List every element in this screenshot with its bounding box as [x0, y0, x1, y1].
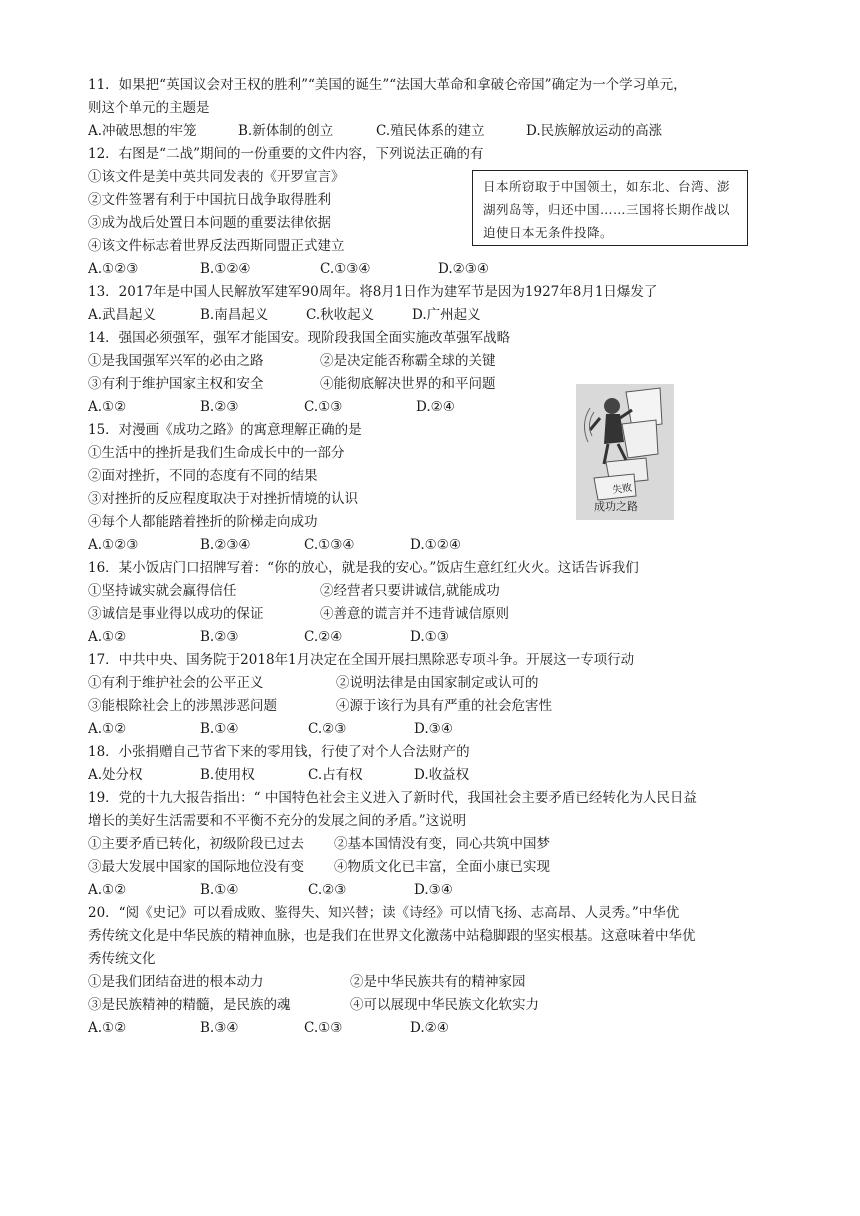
q20-statement-row-2	[88, 994, 788, 1017]
q19-option-b[interactable]: B.①④	[200, 882, 239, 898]
q16-statement-row-1	[88, 580, 788, 603]
q20-stem-line2: 秀传统文化是中华民族的精神血脉，也是我们在世界文化激荡中站稳脚跟的坚实根基。这意味着中华优	[88, 928, 696, 944]
q11-option-b[interactable]: B.新体制的创立	[238, 123, 334, 139]
q19-options	[88, 879, 788, 902]
q13-options	[88, 304, 788, 327]
q11-option-d[interactable]: D.民族解放运动的高涨	[526, 123, 663, 139]
q13-option-a[interactable]: A.武昌起义	[88, 307, 157, 323]
q14-statement-row-2	[88, 373, 788, 396]
q20-statement-4: ④可以展现中华民族文化软实力	[350, 997, 539, 1013]
q12-statement-2: ②文件签署有利于中国抗日战争取得胜利	[88, 192, 331, 208]
q15-option-c[interactable]: C.①③④	[304, 537, 355, 553]
q13-stem: 13．2017年是中国人民解放军建军90周年。将8月1日作为建军节是因为1927年8月1日爆发了	[88, 284, 658, 300]
q12-document-box: 日本所窃取于中国领土，如东北、台湾、澎湖列岛等，归还中国……三国将长期作战以迫使日本无条件投降。	[472, 170, 748, 246]
q19-statement-2: ②基本国情没有变，同心共筑中国梦	[334, 836, 550, 852]
q12-option-b[interactable]: B.①②④	[200, 261, 251, 277]
q17-statement-row-1	[88, 672, 788, 695]
q17-options	[88, 718, 788, 741]
q16-option-c[interactable]: C.②④	[304, 629, 343, 645]
q20-option-a[interactable]: A.①②	[88, 1020, 127, 1036]
q12-statement-3: ③成为战后处置日本问题的重要法律依据	[88, 215, 331, 231]
q17-statement-2: ②说明法律是由国家制定或认可的	[336, 675, 539, 691]
cartoon-step-label: 失败	[611, 482, 633, 497]
q14-statement-row-1	[88, 350, 788, 373]
q14-statement-4: ④能彻底解决世界的和平问题	[320, 376, 496, 392]
q18-stem: 18．小张捐赠自己节省下来的零用钱，行使了对个人合法财产的	[88, 744, 470, 760]
q19-stem-line2: 增长的美好生活需要和不平衡不充分的发展之间的矛盾。”这说明	[88, 813, 467, 829]
q20-statement-row-1	[88, 971, 788, 994]
q15-options	[88, 534, 788, 557]
q15-option-b[interactable]: B.②③④	[200, 537, 251, 553]
q19-option-d[interactable]: D.③④	[414, 882, 453, 898]
q17-option-a[interactable]: A.①②	[88, 721, 127, 737]
q14-options	[88, 396, 788, 419]
q11-option-a[interactable]: A.冲破思想的牢笼	[88, 123, 197, 139]
q19-stem-line1: 19．党的十九大报告指出：“ 中国特色社会主义进入了新时代，我国社会主要矛盾已经转化为人民日益	[88, 790, 697, 806]
q19-statement-3: ③最大发展中国家的国际地位没有变	[88, 859, 304, 875]
q19-statement-4: ④物质文化已丰富，全面小康已实现	[334, 859, 550, 875]
q18-options	[88, 764, 788, 787]
q17-statement-3: ③能根除社会上的涉黑涉恶问题	[88, 698, 277, 714]
q13-option-b[interactable]: B.南昌起义	[200, 307, 269, 323]
q18-option-b[interactable]: B.使用权	[200, 767, 255, 783]
q19-statement-row-2	[88, 856, 788, 879]
q16-statement-row-2	[88, 603, 788, 626]
q18-option-a[interactable]: A.处分权	[88, 767, 143, 783]
q15-statement-3: ③对挫折的反应程度取决于对挫折情境的认识	[88, 491, 358, 507]
q12-statement-4: ④该文件标志着世界反法西斯同盟正式建立	[88, 238, 345, 254]
cartoon-caption: 成功之路	[594, 500, 638, 513]
q17-option-c[interactable]: C.②③	[308, 721, 347, 737]
q16-option-d[interactable]: D.①③	[410, 629, 449, 645]
q16-statement-2: ②经营者只要讲诚信,就能成功	[320, 583, 500, 599]
q12-option-c[interactable]: C.①③④	[320, 261, 371, 277]
q14-statement-1: ①是我国强军兴军的必由之路	[88, 353, 264, 369]
q20-stem-line1: 20．“阅《史记》可以看成败、鉴得失、知兴替；读《诗经》可以情飞扬、志高昂、人灵秀。”中华优	[88, 905, 680, 921]
q17-statement-4: ④源于该行为具有严重的社会危害性	[336, 698, 552, 714]
q14-statement-3: ③有利于维护国家主权和安全	[88, 376, 264, 392]
q19-statement-1: ①主要矛盾已转化，初级阶段已过去	[88, 836, 304, 852]
q17-stem: 17．中共中央、国务院于2018年1月决定在全国开展扫黑除恶专项斗争。开展这一专项行动	[88, 652, 635, 668]
q18-option-d[interactable]: D.收益权	[414, 767, 470, 783]
q16-statement-1: ①坚持诚实就会赢得信任	[88, 583, 237, 599]
q15-option-a[interactable]: A.①②③	[88, 537, 139, 553]
q11-options	[88, 120, 788, 143]
q15-stem: 15．对漫画《成功之路》的寓意理解正确的是	[88, 422, 362, 438]
q14-option-c[interactable]: C.①③	[304, 399, 343, 415]
q13-option-c[interactable]: C.秋收起义	[306, 307, 375, 323]
q20-statement-2: ②是中华民族共有的精神家园	[350, 974, 526, 990]
q15-option-d[interactable]: D.①②④	[410, 537, 461, 553]
q16-option-a[interactable]: A.①②	[88, 629, 127, 645]
q20-statement-1: ①是我们团结奋进的根本动力	[88, 974, 264, 990]
q17-statement-1: ①有利于维护社会的公平正义	[88, 675, 264, 691]
q15-statement-1: ①生活中的挫折是我们生命成长中的一部分	[88, 445, 345, 461]
q20-statement-3: ③是民族精神的精髓，是民族的魂	[88, 997, 291, 1013]
q20-option-c[interactable]: C.①③	[304, 1020, 343, 1036]
q16-options	[88, 626, 788, 649]
q20-stem-line3: 秀传统文化	[88, 951, 156, 967]
q14-option-a[interactable]: A.①②	[88, 399, 127, 415]
q17-option-b[interactable]: B.①④	[200, 721, 239, 737]
q11-stem-line1: 11．如果把“英国议会对王权的胜利”“美国的诞生”“法国大革命和拿破仑帝国”确定为一个学习单元，	[88, 77, 687, 93]
q12-stem: 12．右图是“二战”期间的一份重要的文件内容，下列说法正确的有	[88, 146, 484, 162]
q11-option-c[interactable]: C.殖民体系的建立	[376, 123, 485, 139]
q17-statement-row-2	[88, 695, 788, 718]
q20-option-d[interactable]: D.②④	[410, 1020, 449, 1036]
q14-option-d[interactable]: D.②④	[416, 399, 455, 415]
q15-statement-2: ②面对挫折，不同的态度有不同的结果	[88, 468, 318, 484]
q13-option-d[interactable]: D.广州起义	[412, 307, 481, 323]
q12-options	[88, 258, 788, 281]
q14-stem: 14．强国必须强军，强军才能国安。现阶段我国全面实施改革强军战略	[88, 330, 511, 346]
q14-statement-2: ②是决定能否称霸全球的关键	[320, 353, 496, 369]
q15-statement-4: ④每个人都能踏着挫折的阶梯走向成功	[88, 514, 318, 530]
q20-option-b[interactable]: B.③④	[200, 1020, 239, 1036]
q19-statement-row-1	[88, 833, 788, 856]
q18-option-c[interactable]: C.占有权	[308, 767, 363, 783]
q20-options	[88, 1017, 788, 1040]
q19-option-c[interactable]: C.②③	[308, 882, 347, 898]
q15-cartoon	[576, 384, 674, 520]
q17-option-d[interactable]: D.③④	[414, 721, 453, 737]
q16-statement-4: ④善意的谎言并不违背诚信原则	[320, 606, 509, 622]
q16-option-b[interactable]: B.②③	[200, 629, 239, 645]
q12-statement-1: ①该文件是美中英共同发表的《开罗宣言》	[88, 169, 345, 185]
q16-statement-3: ③诚信是事业得以成功的保证	[88, 606, 264, 622]
q19-option-a[interactable]: A.①②	[88, 882, 127, 898]
q16-stem: 16．某小饭店门口招牌写着：“你的放心，就是我的安心。”饭店生意红红火火。这话告诉我们	[88, 560, 639, 576]
q12-option-d[interactable]: D.②③④	[438, 261, 489, 277]
q11-stem-line2: 则这个单元的主题是	[88, 100, 210, 116]
q14-option-b[interactable]: B.②③	[200, 399, 239, 415]
q12-option-a[interactable]: A.①②③	[88, 261, 139, 277]
